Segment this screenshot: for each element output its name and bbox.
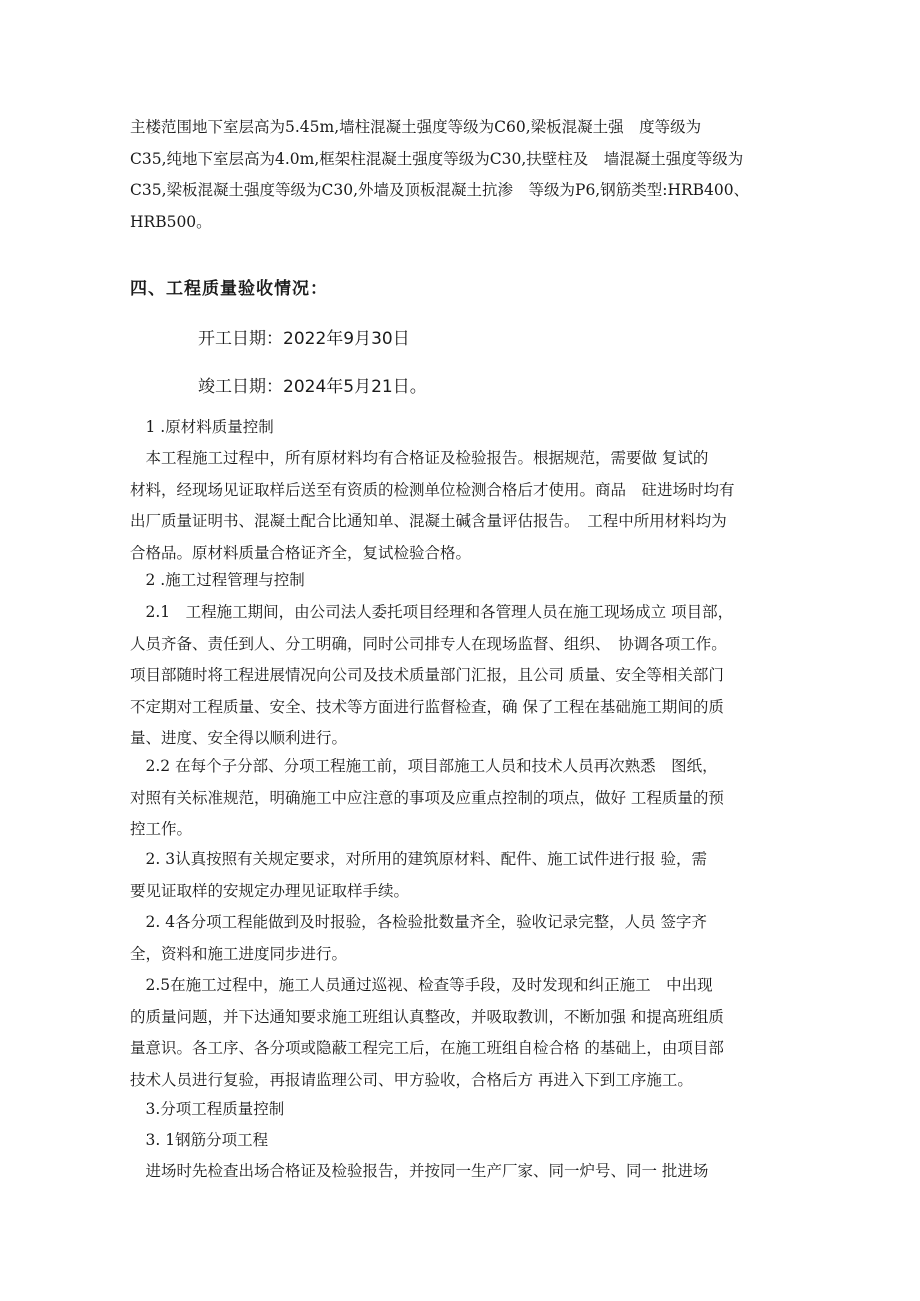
intro-paragraph xyxy=(130,112,792,238)
paragraph xyxy=(130,443,792,569)
text-line: 全，资料和施工进度同步进行。 xyxy=(130,944,348,963)
paragraph xyxy=(130,907,792,970)
text-line: 材料，经现场见证取样后送至有资质的检测单位检测合格后才使用。商品 砫进场时均有 xyxy=(130,480,735,499)
text-line: C35,纯地下室层高为4.0m,框架柱混凝土强度等级为C30,扶壁柱及 墙混凝土强度等级为 xyxy=(130,149,744,168)
text-line: 3.分项工程质量控制 xyxy=(130,1100,285,1118)
text-line: 量、进度、安全得以顺利进行。 xyxy=(130,729,348,747)
text-line: 出厂质量证明书、混凝土配合比通知单、混凝土碱含量评估报告。 工程中所用材料均为 xyxy=(130,512,727,530)
text-line: 2 .施工过程管理与控制 xyxy=(130,571,305,589)
text-line: 项目部随时将工程进展情况向公司及技术质量部门汇报，且公司 质量、安全等相关部门 xyxy=(130,666,724,684)
completion-date: 竣工日期：2024年5月21日。 xyxy=(198,377,427,397)
text-line: C35,梁板混凝土强度等级为C30,外墙及顶板混凝土抗渗 等级为P6,钢筋类型:HRB400、 xyxy=(130,181,750,199)
text-line: 3. 1钢筋分项工程 xyxy=(130,1131,269,1149)
text-line: 本工程施工过程中，所有原材料均有合格证及检验报告。根据规范，需要做 复试的 xyxy=(130,449,709,467)
text-line: 合格品。原材料质量合格证齐全，复试检验合格。 xyxy=(130,543,472,562)
text-line: 控工作。 xyxy=(130,820,193,838)
text-line: 2.1 工程施工期间，由公司法人委托项目经理和各管理人员在施工现场成立 项目部， xyxy=(130,603,734,621)
text-line: 2.5在施工过程中，施工人员通过巡视、检查等手段，及时发现和纠正施工 中出现 xyxy=(130,976,713,994)
text-line: 不定期对工程质量、安全、技术等方面进行监督检查，确 保了工程在基础施工期间的质 xyxy=(130,697,724,716)
text-line: 对照有关标准规范，明确施工中应注意的事项及应重点控制的项点，做好 工程质量的预 xyxy=(130,788,724,807)
text-line: 要见证取样的安规定办理见证取样手续。 xyxy=(130,881,410,900)
subsection-title xyxy=(130,412,792,444)
text-line: 人员齐备、责任到人、分工明确，同时公司排专人在现场监督、组织、 协调各项工作。 xyxy=(130,634,727,653)
paragraph xyxy=(130,844,792,907)
text-line: 技术人员进行复验，再报请监理公司、甲方验收，合格后方 再进入下到工序施工。 xyxy=(130,1070,693,1089)
text-line: 1 .原材料质量控制 xyxy=(130,418,274,436)
text-line: 2. 4各分项工程能做到及时报验，各检验批数量齐全，验收记录完整，人员 签字齐 xyxy=(130,913,708,931)
text-line: 的质量问题，并下达通知要求施工班组认真整改，并吸取教训，不断加强 和提高班组质 xyxy=(130,1007,724,1026)
text-line: 2.2 在每个子分部、分项工程施工前，项目部施工人员和技术人员再次熟悉 图纸， xyxy=(130,757,718,775)
paragraph xyxy=(130,597,792,755)
text-line: 进场时先检查出场合格证及检验报告，并按同一生产厂家、同一炉号、同一 批进场 xyxy=(130,1162,709,1180)
start-date: 开工日期：2022年9月30日 xyxy=(198,329,410,349)
subsection-title xyxy=(130,1125,792,1157)
section-heading: 四、工程质量验收情况： xyxy=(130,279,328,299)
paragraph xyxy=(130,1156,792,1188)
text-line: 量意识。各工序、各分项或隐蔽工程完工后，在施工班组自检合格 的基础上，由项目部 xyxy=(130,1039,724,1057)
text-line: 2. 3认真按照有关规定要求，对所用的建筑原材料、配件、施工试件进行报 验，需 xyxy=(130,850,708,868)
paragraph xyxy=(130,970,792,1096)
paragraph xyxy=(130,751,792,846)
text-line: HRB500。 xyxy=(130,212,212,231)
subsection-title xyxy=(130,565,792,597)
subsection-title xyxy=(130,1094,792,1126)
text-line: 主楼范围地下室层高为5.45m,墙柱混凝土强度等级为C60,梁板混凝土强 度等级为 xyxy=(130,118,702,136)
